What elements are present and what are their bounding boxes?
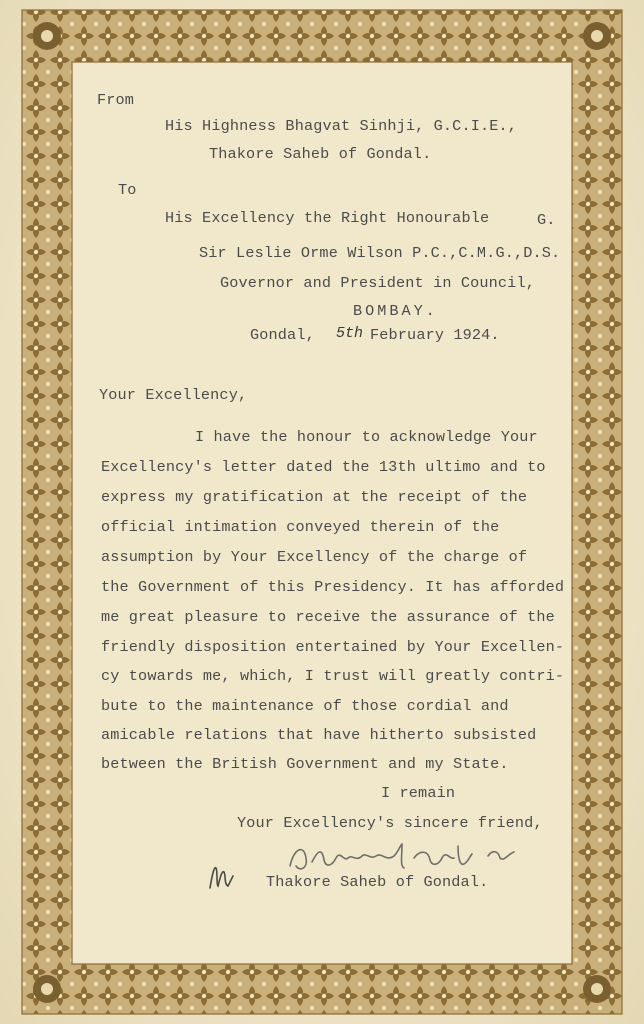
to-label: To bbox=[118, 181, 137, 199]
salutation: Your Excellency, bbox=[99, 386, 248, 404]
date-rest: February 1924. bbox=[370, 326, 500, 344]
recipient-line-1: His Excellency the Right Honourable bbox=[165, 209, 490, 227]
signer-title: Thakore Saheb of Gondal. bbox=[266, 873, 489, 891]
body-line: official intimation conveyed therein of the bbox=[101, 518, 500, 536]
date-place: Gondal, bbox=[250, 326, 315, 344]
body-line: assumption by Your Excellency of the charge of bbox=[101, 548, 528, 566]
from-label: From bbox=[97, 91, 135, 109]
body-line: between the British Government and my State. bbox=[101, 755, 509, 773]
body-line: bute to the maintenance of those cordial and bbox=[101, 697, 509, 715]
recipient-line-2: Sir Leslie Orme Wilson P.C.,C.M.G.,D.S. bbox=[199, 244, 561, 262]
initials-mark bbox=[206, 858, 236, 894]
body-line: Excellency's letter dated the 13th ultimo and to bbox=[101, 458, 546, 476]
sender-title: Thakore Saheb of Gondal. bbox=[209, 145, 432, 163]
body-line: amicable relations that have hitherto subsisted bbox=[101, 726, 537, 744]
body-line: friendly disposition entertained by Your Excellen- bbox=[101, 638, 565, 656]
body-line: me great pleasure to receive the assurance of the bbox=[101, 608, 555, 626]
body-line: express my gratification at the receipt of the bbox=[101, 488, 528, 506]
body-line: I have the honour to acknowledge Your bbox=[195, 428, 538, 446]
recipient-line-3: Governor and President in Council, bbox=[220, 274, 535, 292]
recipient-city: BOMBAY. bbox=[353, 302, 438, 320]
recipient-suffix: G. bbox=[537, 211, 556, 229]
body-line: cy towards me, which, I trust will greatly contri- bbox=[101, 667, 565, 685]
sender-name: His Highness Bhagvat Sinhji, G.C.I.E., bbox=[165, 117, 518, 135]
closing-friend: Your Excellency's sincere friend, bbox=[237, 814, 543, 832]
closing-remain: I remain bbox=[381, 784, 456, 802]
body-line: the Government of this Presidency. It has afforded bbox=[101, 578, 565, 596]
date-day: 5th bbox=[336, 325, 364, 342]
